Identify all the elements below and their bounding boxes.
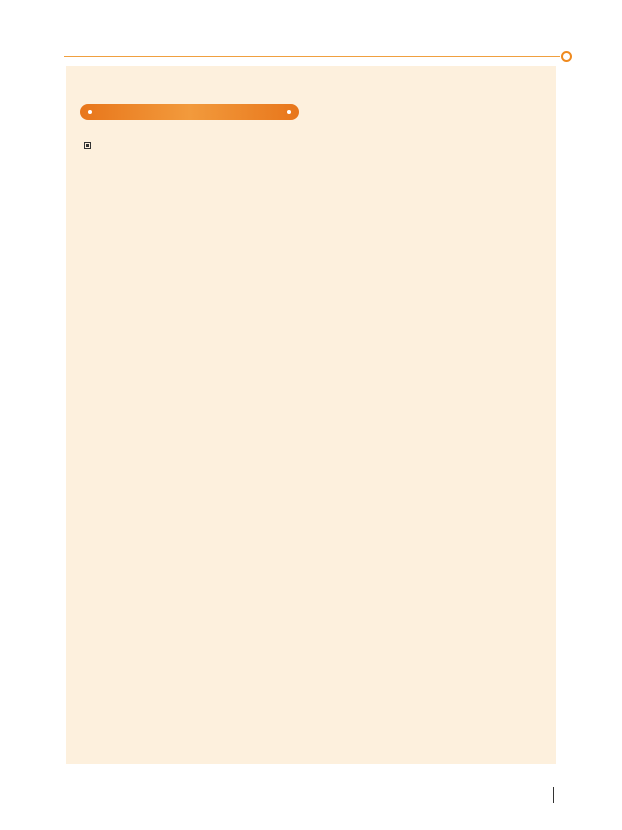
agenda-section (84, 142, 524, 149)
header-rule (64, 56, 560, 57)
bullet-dot-icon (287, 110, 291, 114)
article-body (84, 90, 524, 149)
footer-divider (553, 787, 554, 803)
square-bullet-icon (84, 142, 91, 149)
bullet-dot-icon (88, 110, 92, 114)
circle-ornament-icon (561, 51, 572, 62)
page-footer (546, 787, 560, 803)
content-panel (66, 66, 556, 764)
section-banner (80, 104, 299, 120)
agenda-heading (84, 142, 524, 149)
